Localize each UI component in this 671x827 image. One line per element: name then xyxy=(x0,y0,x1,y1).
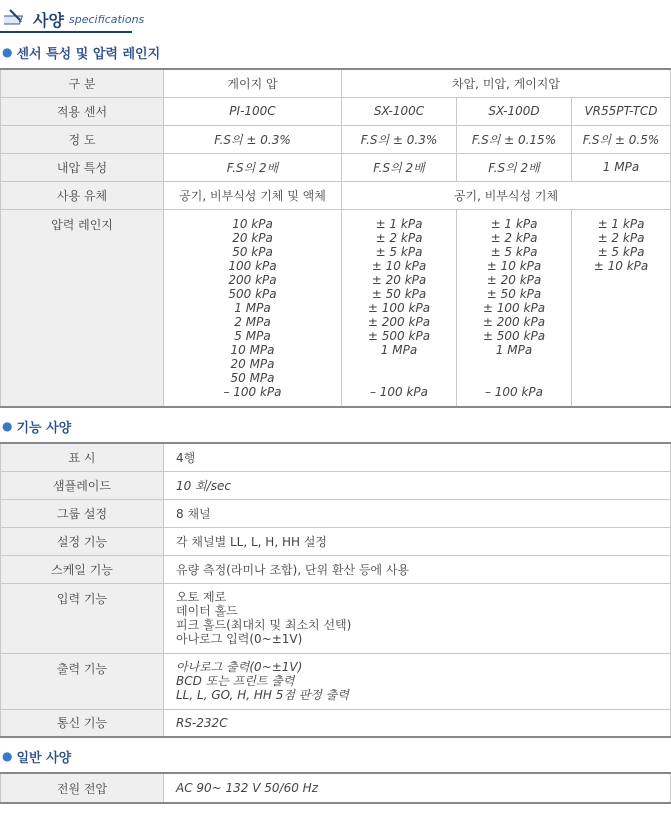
table-row xyxy=(1,181,671,209)
cell-value: F.S의 ± 0.3% xyxy=(342,125,457,153)
cell-value: AC 90~ 132 V 50/60 Hz xyxy=(164,773,671,803)
row-label: 샘플레이드 xyxy=(1,471,164,499)
list-item: ± 5 kPa xyxy=(490,244,538,259)
cell-value: 공기, 비부식성 기체 xyxy=(342,181,671,209)
list-item: ± 5 kPa xyxy=(375,244,423,259)
row-label: 구 분 xyxy=(1,69,164,97)
cell-diff: 차압, 미압, 게이지압 xyxy=(342,69,671,97)
cell-value: 10 회/sec xyxy=(164,471,671,499)
cell-value: 유량 측정(라미나 조합), 단위 환산 등에 사용 xyxy=(164,555,671,583)
list-item: – 100 kPa xyxy=(369,384,429,399)
list-item: ± 10 kPa xyxy=(371,258,427,273)
list-item: 50 kPa xyxy=(232,244,273,259)
list-item: 5 MPa xyxy=(234,328,271,343)
list-item: ± 10 kPa xyxy=(593,258,649,273)
list-item: 2 MPa xyxy=(234,314,271,329)
list-item: 데이터 홀드 xyxy=(176,603,238,618)
list-item: 500 kPa xyxy=(228,286,277,301)
cell-value: F.S의 2배 xyxy=(457,153,572,181)
list-item: ± 2 kPa xyxy=(375,230,423,245)
list-item: ± 500 kPa xyxy=(482,328,546,343)
table-row xyxy=(1,499,671,527)
list-item: – 100 kPa xyxy=(223,384,282,399)
row-label: 통신 기능 xyxy=(1,709,164,737)
section-title-sensor xyxy=(0,42,671,62)
table-row xyxy=(1,709,671,737)
list-item: 아나로그 입력(0~±1V) xyxy=(176,631,303,646)
cell-value: SX-100C xyxy=(342,97,457,125)
cell-value: 4행 xyxy=(164,443,671,471)
list-item: ± 2 kPa xyxy=(597,230,645,245)
row-label: 스케일 기능 xyxy=(1,555,164,583)
row-label: 전원 전압 xyxy=(1,773,164,803)
cell-value: F.S의 ± 0.5% xyxy=(572,125,671,153)
list-item: ± 200 kPa xyxy=(482,314,546,329)
cell-value: F.S의 2배 xyxy=(164,153,342,181)
section-title-general xyxy=(0,746,671,766)
cell-value: VR55PT-TCD xyxy=(572,97,671,125)
cell-value: 공기, 비부식성 기체 및 액체 xyxy=(164,181,342,209)
page-title: 사양 xyxy=(33,11,64,30)
list-item xyxy=(458,357,570,371)
table-row xyxy=(1,773,671,803)
row-label: 사용 유체 xyxy=(1,181,164,209)
table-row xyxy=(1,583,671,653)
cell-gauge: 게이지 압 xyxy=(164,69,342,97)
list-item: 10 MPa xyxy=(230,342,275,357)
row-label: 그룹 설정 xyxy=(1,499,164,527)
list-item: ± 200 kPa xyxy=(367,314,431,329)
table-row xyxy=(1,471,671,499)
table-row xyxy=(1,97,671,125)
list-item: 피크 홀드(최대치 및 최소치 선택) xyxy=(176,617,352,632)
cell-value: F.S의 2배 xyxy=(342,153,457,181)
table-row xyxy=(1,527,671,555)
list-item: 1 MPa xyxy=(495,342,533,357)
list-item: 10 kPa xyxy=(232,216,273,231)
list-item: ± 100 kPa xyxy=(482,300,546,315)
row-label: 설정 기능 xyxy=(1,527,164,555)
list-item xyxy=(343,357,455,371)
general-spec-table xyxy=(0,772,671,804)
page-subtitle: specifications xyxy=(69,13,145,26)
list-item: ± 1 kPa xyxy=(375,216,423,231)
table-row xyxy=(1,555,671,583)
list-item: 오토 제로 xyxy=(176,589,227,604)
cell-value: F.S의 ± 0.15% xyxy=(457,125,572,153)
table-row xyxy=(1,653,671,709)
cell-value xyxy=(164,583,671,653)
list-item: LL, L, GO, H, HH 5점 판정 출력 xyxy=(176,687,349,702)
table-row-range xyxy=(1,209,671,407)
range-col-4 xyxy=(572,209,671,407)
cell-value xyxy=(164,653,671,709)
cell-value: 1 MPa xyxy=(572,153,671,181)
list-item: – 100 kPa xyxy=(484,384,544,399)
notepad-pen-icon xyxy=(4,6,30,28)
list-item: 200 kPa xyxy=(228,272,277,287)
table-row xyxy=(1,69,671,97)
function-spec-table xyxy=(0,442,671,738)
row-label: 압력 레인지 xyxy=(1,209,164,407)
section-title-text: 일반 사양 xyxy=(16,750,72,766)
list-item: ± 50 kPa xyxy=(486,286,542,301)
list-item: ± 20 kPa xyxy=(371,272,427,287)
cell-value: SX-100D xyxy=(457,97,572,125)
range-col-2 xyxy=(342,209,457,407)
row-label: 표 시 xyxy=(1,443,164,471)
section-title-function xyxy=(0,416,671,436)
list-item xyxy=(343,371,455,385)
row-label: 적용 센서 xyxy=(1,97,164,125)
range-col-1 xyxy=(164,209,342,407)
page-header xyxy=(0,0,671,34)
list-item: ± 1 kPa xyxy=(597,216,645,231)
cell-value: RS-232C xyxy=(164,709,671,737)
list-item: 20 MPa xyxy=(230,356,275,371)
bullet-icon: ● xyxy=(2,419,13,433)
list-item: 1 MPa xyxy=(380,342,418,357)
list-item: ± 5 kPa xyxy=(597,244,645,259)
cell-value: F.S의 ± 0.3% xyxy=(164,125,342,153)
list-item: ± 500 kPa xyxy=(367,328,431,343)
bullet-icon: ● xyxy=(2,45,13,59)
cell-value: PI-100C xyxy=(164,97,342,125)
section-title-text: 기능 사양 xyxy=(16,420,72,436)
list-item: ± 50 kPa xyxy=(371,286,427,301)
row-label: 내압 특성 xyxy=(1,153,164,181)
section-title-text: 센서 특성 및 압력 레인지 xyxy=(16,46,161,62)
list-item: BCD 또는 프린트 출력 xyxy=(176,673,295,688)
list-item: 1 MPa xyxy=(234,300,271,315)
list-item: 20 kPa xyxy=(232,230,273,245)
bullet-icon: ● xyxy=(2,749,13,763)
row-label: 입력 기능 xyxy=(1,583,164,653)
cell-value: 8 채널 xyxy=(164,499,671,527)
list-item: 50 MPa xyxy=(230,370,275,385)
row-label: 정 도 xyxy=(1,125,164,153)
table-row xyxy=(1,125,671,153)
sensor-spec-table xyxy=(0,68,671,408)
list-item xyxy=(458,371,570,385)
row-label: 출력 기능 xyxy=(1,653,164,709)
list-item: ± 10 kPa xyxy=(486,258,542,273)
table-row xyxy=(1,443,671,471)
range-col-3 xyxy=(457,209,572,407)
list-item: 아나로그 출력(0~±1V) xyxy=(176,659,303,674)
header-underline xyxy=(0,31,132,33)
list-item: ± 2 kPa xyxy=(490,230,538,245)
list-item: ± 20 kPa xyxy=(486,272,542,287)
list-item: 100 kPa xyxy=(228,258,277,273)
list-item: ± 100 kPa xyxy=(367,300,431,315)
table-row xyxy=(1,153,671,181)
cell-value: 각 채널별 LL, L, H, HH 설정 xyxy=(164,527,671,555)
list-item: ± 1 kPa xyxy=(490,216,538,231)
